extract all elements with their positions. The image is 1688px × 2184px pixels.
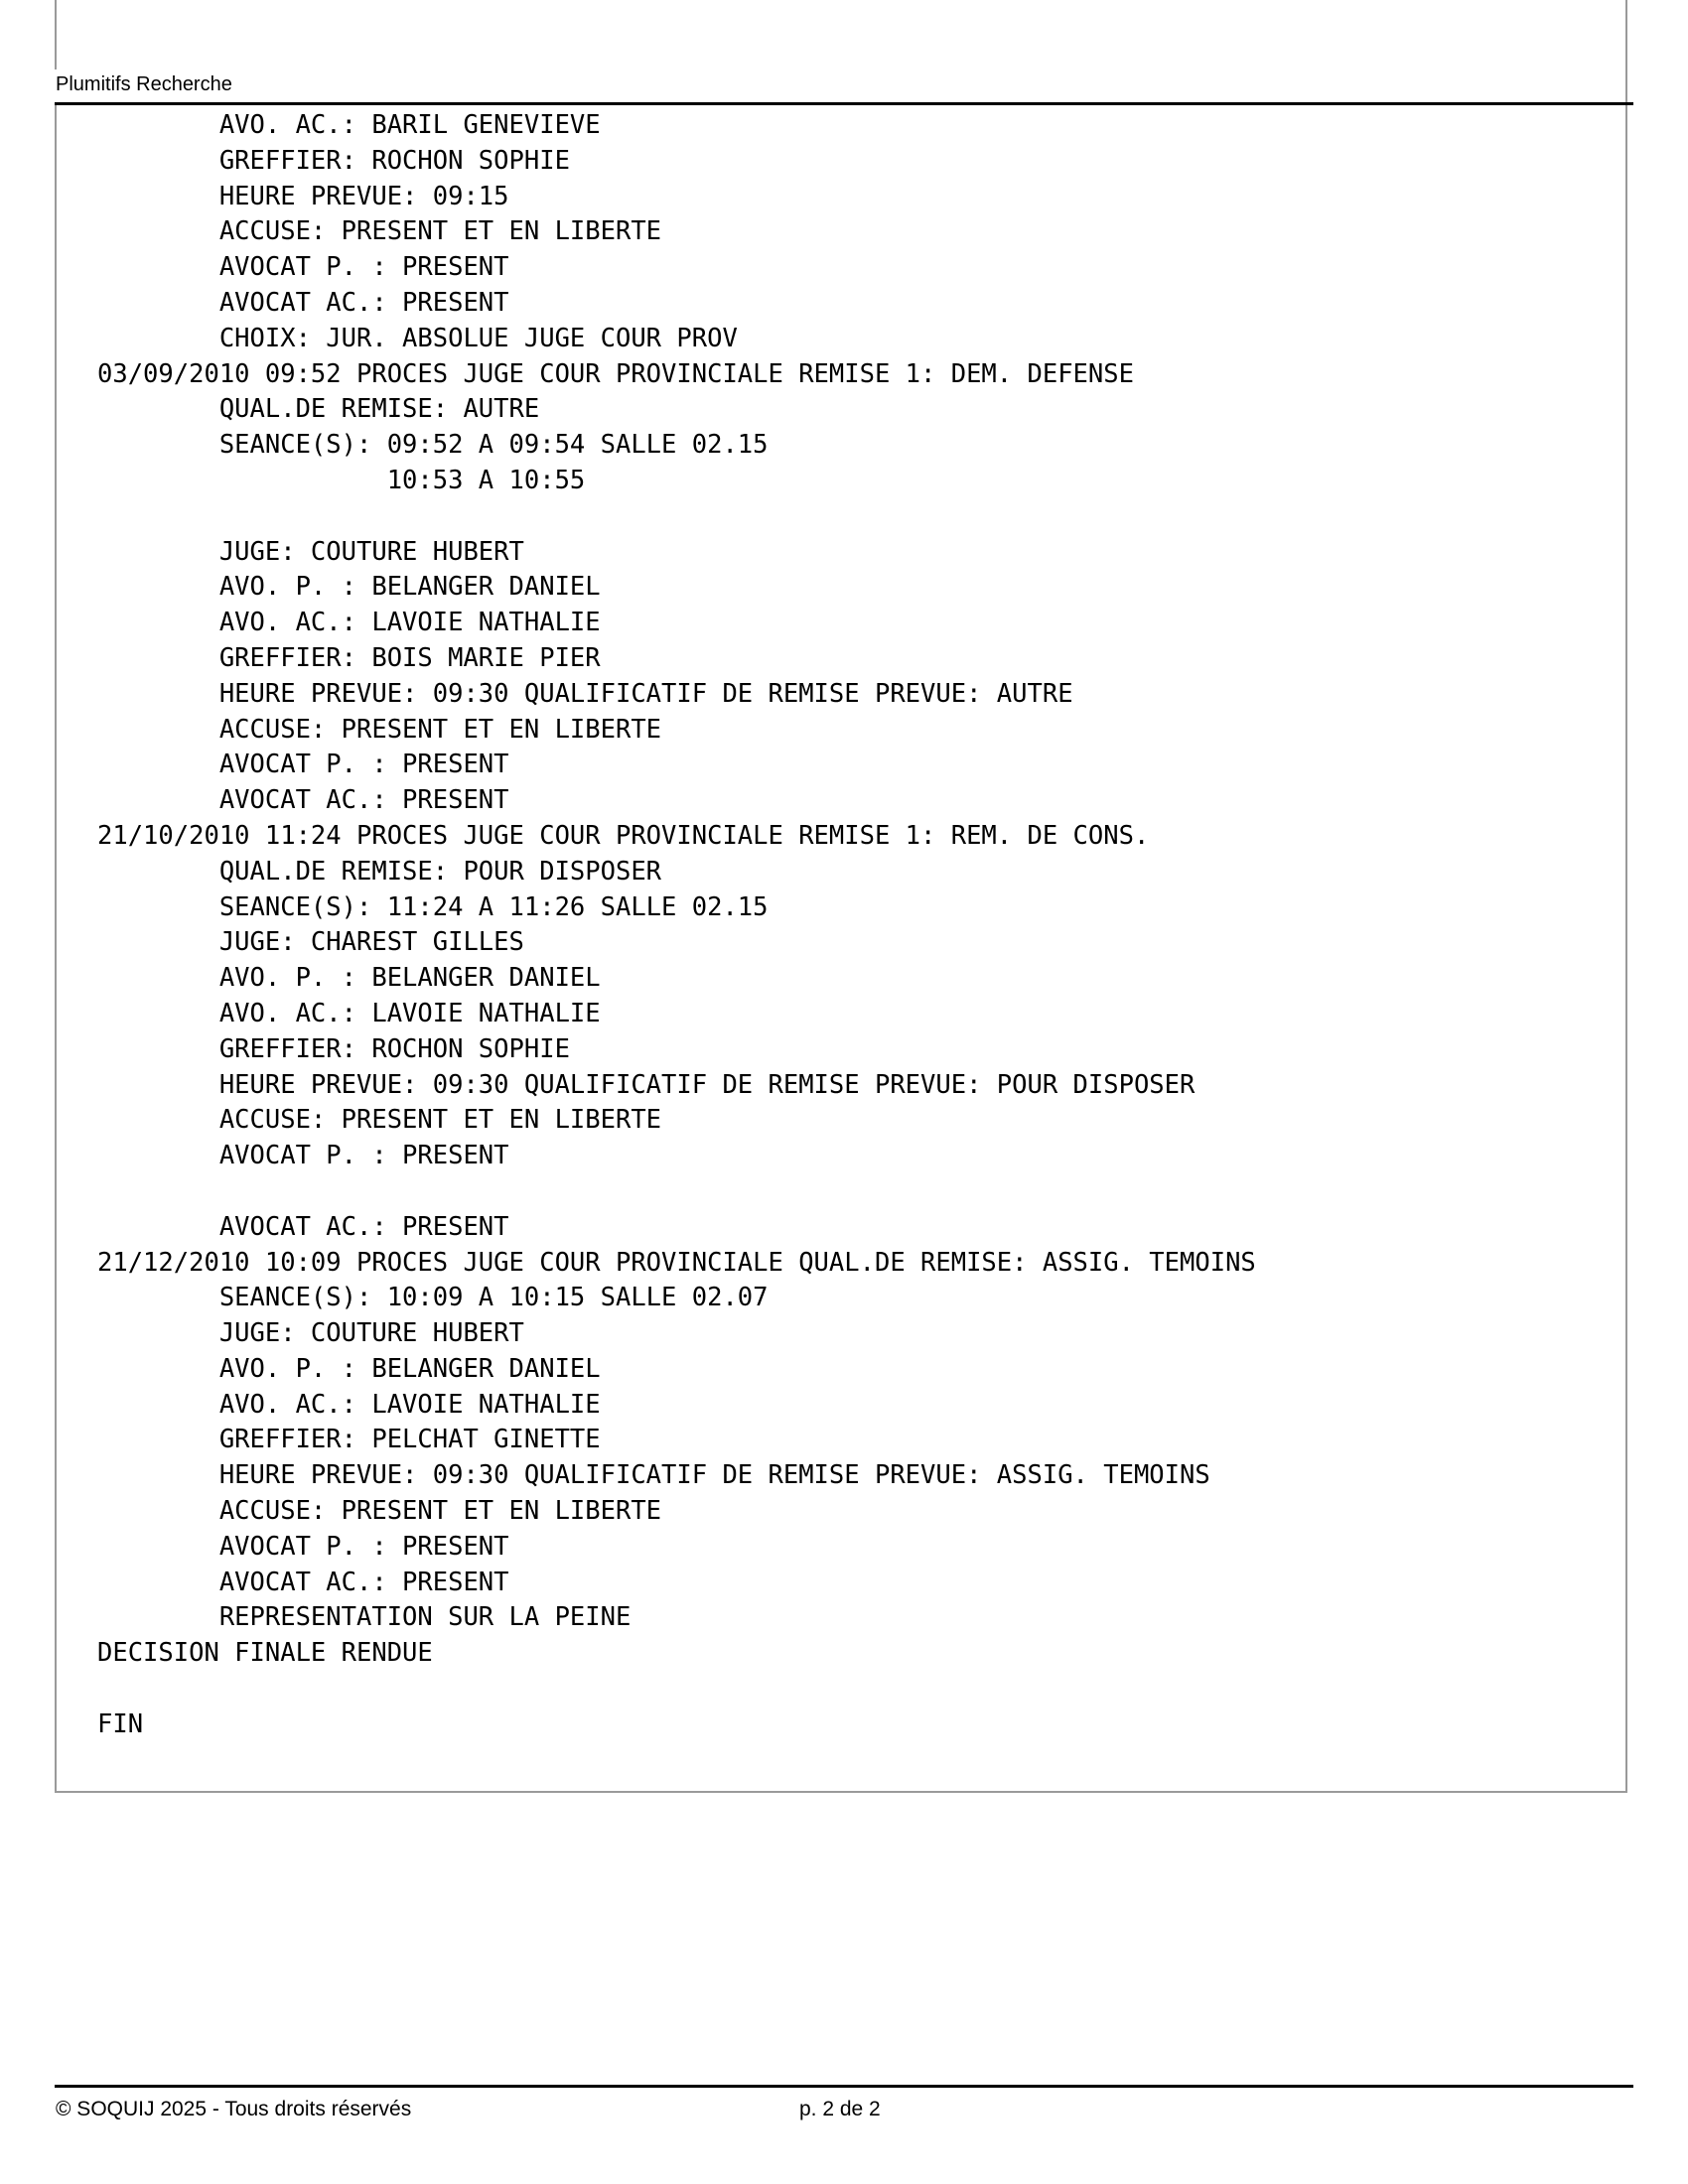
record-line: AVOCAT P. : PRESENT [97,1141,509,1171]
footer-page-number: p. 2 de 2 [799,2098,881,2120]
record-line: SEANCE(S): 09:52 A 09:54 SALLE 02.15 [97,430,769,461]
record-line: 10:53 A 10:55 [97,465,586,495]
record-line: SEANCE(S): 10:09 A 10:15 SALLE 02.07 [97,1283,769,1313]
record-line: QUAL.DE REMISE: POUR DISPOSER [97,856,662,887]
record-line: 03/09/2010 09:52 PROCES JUGE COUR PROVINCIALE REMISE 1: DEM. DEFENSE [97,358,1134,389]
record-line: FIN [97,1708,144,1739]
record-line: QUAL.DE REMISE: AUTRE [97,394,540,425]
record-line: REPRESENTATION SUR LA PEINE [97,1602,632,1633]
record-line: AVOCAT AC.: PRESENT [97,1211,509,1242]
frame-top-right-border [1625,0,1627,104]
record-line: DECISION FINALE RENDUE [97,1638,433,1669]
record-line: AVO. AC.: LAVOIE NATHALIE [97,1389,601,1420]
record-line: AVO. AC.: LAVOIE NATHALIE [97,608,601,638]
record-line: ACCUSE: PRESENT ET EN LIBERTE [97,216,662,247]
record-line: AVO. P. : BELANGER DANIEL [97,1353,601,1384]
record-line: HEURE PREVUE: 09:30 QUALIFICATIF DE REMISE PREVUE: ASSIG. TEMOINS [97,1460,1210,1491]
record-line: JUGE: CHAREST GILLES [97,927,524,958]
record-line: ACCUSE: PRESENT ET EN LIBERTE [97,1496,662,1527]
record-line: CHOIX: JUR. ABSOLUE JUGE COUR PROV [97,323,738,353]
record-blank-line [97,1174,1256,1210]
record-line: AVO. AC.: BARIL GENEVIEVE [97,110,601,140]
record-blank-line [97,1672,1256,1707]
record-line: AVO. AC.: LAVOIE NATHALIE [97,998,601,1028]
record-line: AVOCAT AC.: PRESENT [97,785,509,816]
record-line: HEURE PREVUE: 09:30 QUALIFICATIF DE REMISE PREVUE: POUR DISPOSER [97,1069,1196,1100]
record-lines [97,108,1256,1743]
record-line: JUGE: COUTURE HUBERT [97,536,524,567]
record-line: 21/10/2010 11:24 PROCES JUGE COUR PROVINCIALE REMISE 1: REM. DE CONS. [97,820,1150,851]
record-line: HEURE PREVUE: 09:15 [97,181,509,211]
record-line: ACCUSE: PRESENT ET EN LIBERTE [97,1105,662,1136]
record-line: ACCUSE: PRESENT ET EN LIBERTE [97,714,662,745]
record-line: GREFFIER: ROCHON SOPHIE [97,145,570,176]
record-line: AVOCAT AC.: PRESENT [97,287,509,318]
footer-divider [55,2085,1633,2088]
record-line: GREFFIER: ROCHON SOPHIE [97,1033,570,1064]
record-line: AVOCAT P. : PRESENT [97,252,509,283]
record-line: GREFFIER: BOIS MARIE PIER [97,642,601,673]
record-line: GREFFIER: PELCHAT GINETTE [97,1425,601,1455]
record-line: HEURE PREVUE: 09:30 QUALIFICATIF DE REMISE PREVUE: AUTRE [97,678,1073,709]
page-header-title: Plumitifs Recherche [56,73,232,95]
record-line: AVOCAT P. : PRESENT [97,1531,509,1562]
record-line: 21/12/2010 10:09 PROCES JUGE COUR PROVINCIALE QUAL.DE REMISE: ASSIG. TEMOINS [97,1247,1256,1278]
record-line: AVOCAT AC.: PRESENT [97,1567,509,1597]
frame-top-left-border [55,0,57,69]
record-line: AVO. P. : BELANGER DANIEL [97,963,601,994]
record-line: SEANCE(S): 11:24 A 11:26 SALLE 02.15 [97,891,769,922]
record-line: AVOCAT P. : PRESENT [97,750,509,780]
record-line: JUGE: COUTURE HUBERT [97,1318,524,1349]
record-blank-line [97,499,1256,535]
footer-copyright: © SOQUIJ 2025 - Tous droits réservés [56,2098,412,2120]
record-line: AVO. P. : BELANGER DANIEL [97,572,601,603]
